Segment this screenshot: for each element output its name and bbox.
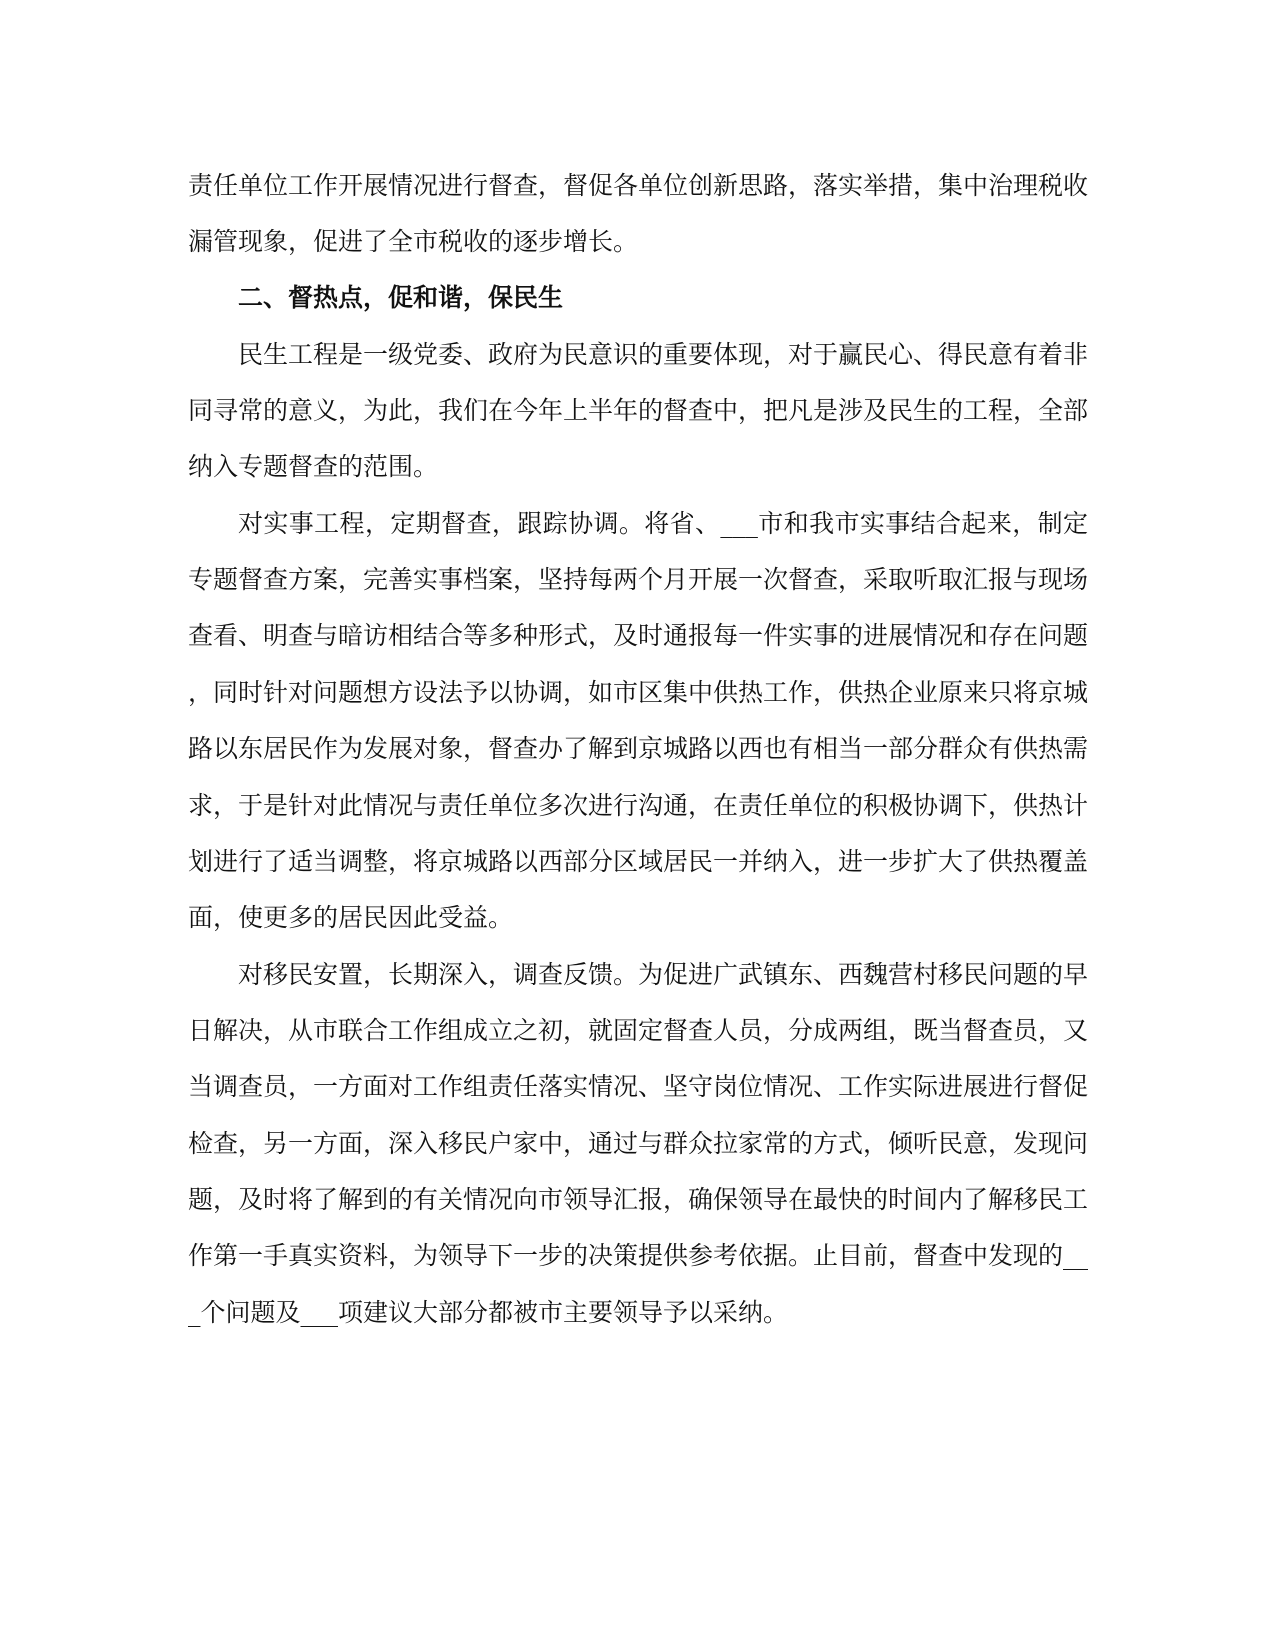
paragraph-line: 同寻常的意义，为此，我们在今年上半年的督查中，把凡是涉及民生的工程，全部 [188,396,1089,425]
section-heading: 二、督热点，促和谐，保民生 [238,283,564,312]
paragraph-line: _个问题及___项建议大部分都被市主要领导予以采纳。 [188,1298,789,1327]
paragraph-line: 责任单位工作开展情况进行督查，督促各单位创新思路，落实举措，集中治理税收 [188,171,1089,200]
paragraph-line: 查看、明查与暗访相结合等多种形式，及时通报每一件实事的进展情况和存在问题 [188,621,1089,650]
paragraph-line: 对实事工程，定期督查，跟踪协调。将省、___市和我市实事结合起来，制定 [238,509,1088,538]
paragraph-line: 日解决，从市联合工作组成立之初，就固定督查人员，分成两组，既当督查员，又 [188,1016,1089,1045]
paragraph-line: 求，于是针对此情况与责任单位多次进行沟通，在责任单位的积极协调下，供热计 [188,791,1089,820]
paragraph-line: ，同时针对问题想方设法予以协调，如市区集中供热工作，供热企业原来只将京城 [188,678,1089,707]
paragraph-line: 当调查员，一方面对工作组责任落实情况、坚守岗位情况、工作实际进展进行督促 [188,1072,1089,1101]
paragraph-line: 漏管现象，促进了全市税收的逐步增长。 [188,227,639,256]
paragraph-line: 纳入专题督查的范围。 [188,452,439,481]
paragraph-line: 对移民安置，长期深入，调查反馈。为促进广武镇东、西魏营村移民问题的早 [238,960,1089,989]
paragraph-line: 作第一手真实资料，为领导下一步的决策提供参考依据。止目前，督查中发现的__ [188,1241,1089,1270]
paragraph-line: 面，使更多的居民因此受益。 [188,903,514,932]
paragraph-line: 民生工程是一级党委、政府为民意识的重要体现，对于赢民心、得民意有着非 [238,340,1089,369]
paragraph-line: 检查，另一方面，深入移民户家中，通过与群众拉家常的方式，倾听民意，发现问 [188,1129,1089,1158]
paragraph-line: 路以东居民作为发展对象，督查办了解到京城路以西也有相当一部分群众有供热需 [188,734,1089,763]
paragraph-line: 题，及时将了解到的有关情况向市领导汇报，确保领导在最快的时间内了解移民工 [188,1185,1089,1214]
paragraph-line: 划进行了适当调整，将京城路以西部分区域居民一并纳入，进一步扩大了供热覆盖 [188,847,1089,876]
paragraph-line: 专题督查方案，完善实事档案，坚持每两个月开展一次督查，采取听取汇报与现场 [188,565,1089,594]
